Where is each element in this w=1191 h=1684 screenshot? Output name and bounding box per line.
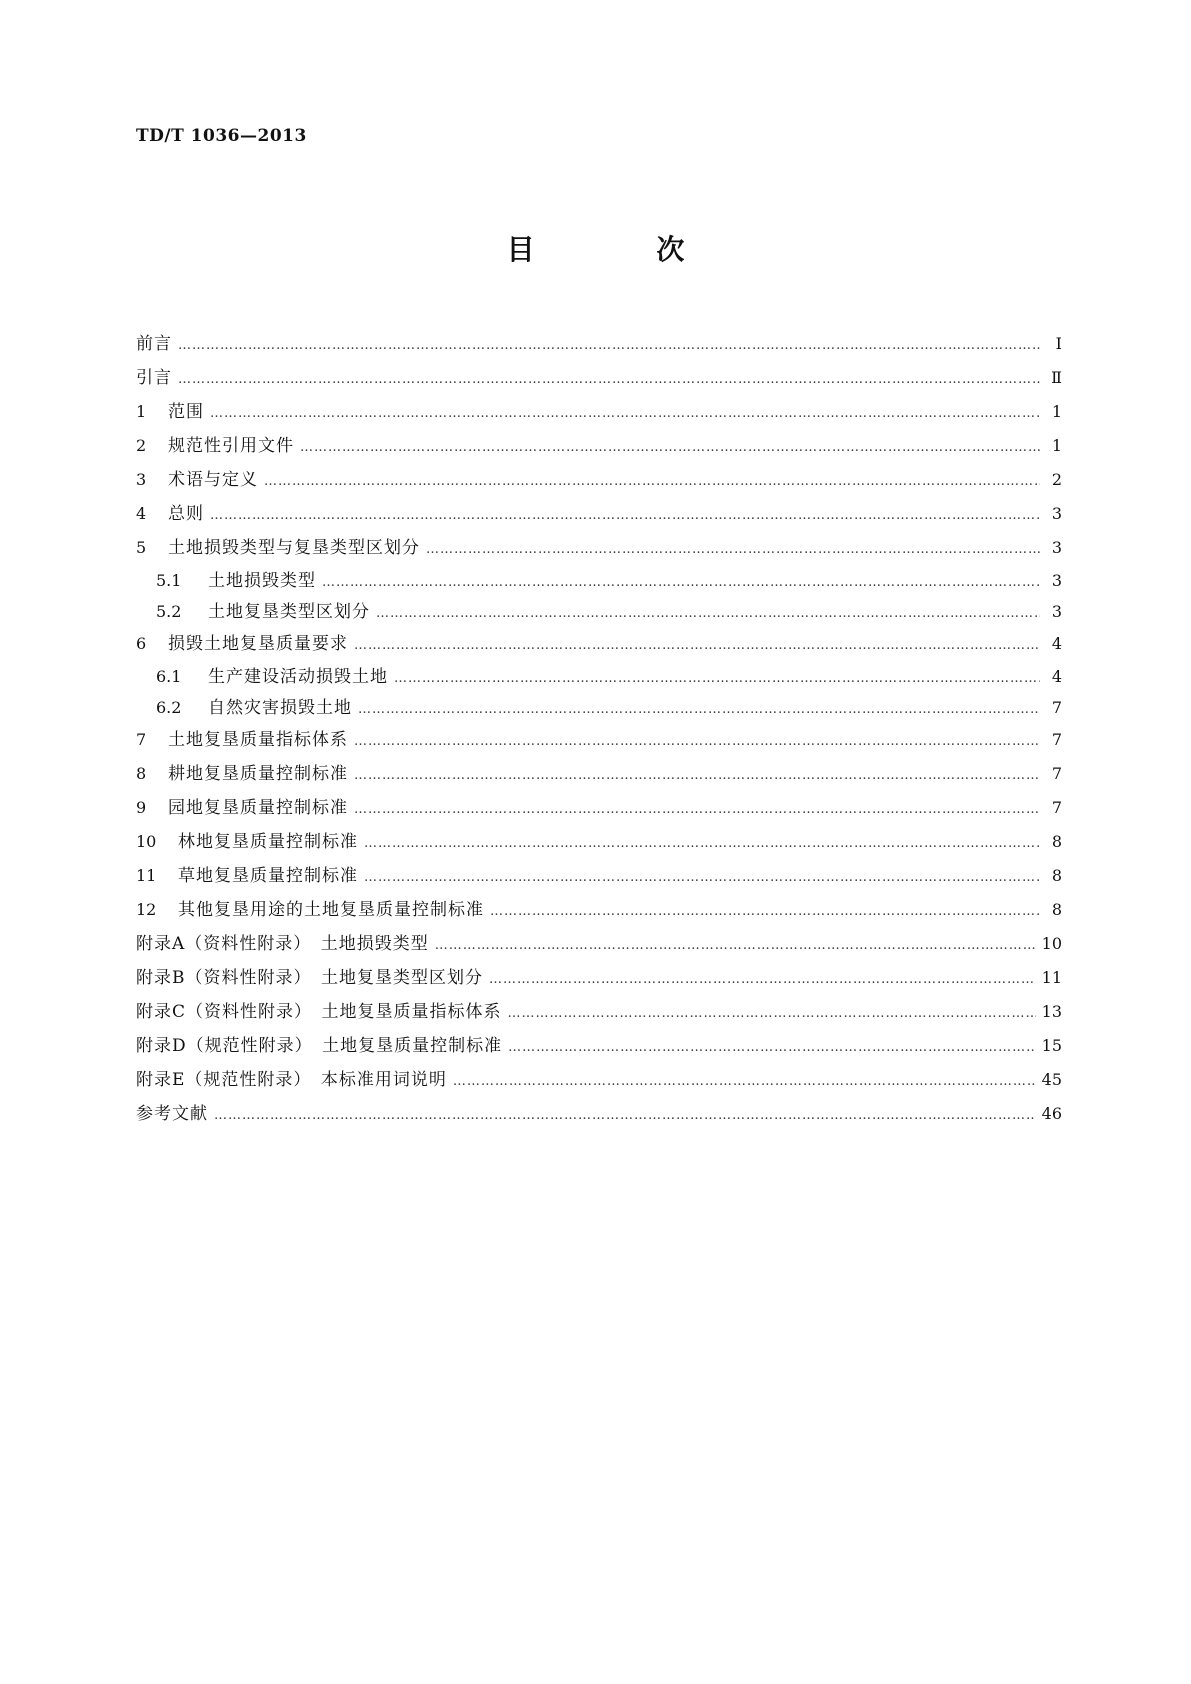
document-code: TD/T 1036—2013 [136,126,307,146]
dot-leader [358,694,1040,725]
dot-leader [490,895,1040,929]
toc-entry-label: 附录E（规范性附录） 本标准用词说明 [136,1070,447,1090]
dot-leader [508,997,1036,1031]
toc-entry-page: 11 [1041,968,1062,987]
dot-leader [364,827,1040,861]
dot-leader [264,465,1040,499]
toc-entry-page: 45 [1041,1070,1062,1089]
dot-leader [354,759,1040,793]
toc-entry-number: 6 [136,634,147,653]
toc-entry-label: 附录C（资料性附录） 土地复垦质量指标体系 [136,1002,502,1022]
toc-entry-number: 5 [136,538,147,557]
toc-entry-page: 1 [1051,436,1062,455]
toc-entry-number: 6.2 [156,698,182,717]
toc-entry-label: 附录A（资料性附录） 土地损毁类型 [136,934,429,954]
dot-leader [354,793,1040,827]
toc-entry[interactable] [136,961,1062,995]
toc-entry[interactable] [136,1097,1062,1131]
toc-entry-page: 7 [1051,798,1062,817]
toc-entry[interactable] [136,859,1062,893]
toc-entry-number: 4 [136,504,147,523]
toc-entry-page: 3 [1051,504,1062,523]
toc-entry[interactable] [136,825,1062,859]
toc-entry-number: 5.2 [156,602,182,621]
toc-entry[interactable] [136,327,1062,361]
toc-entry-label: 规范性引用文件 [168,436,294,456]
toc-entry-page: 15 [1041,1036,1062,1055]
dot-leader [178,329,1040,363]
toc-entry-number: 12 [136,900,157,919]
toc-entry[interactable] [136,1029,1062,1063]
toc-entry-number: 8 [136,764,147,783]
toc-entry[interactable] [136,497,1062,531]
toc-entry-label: 参考文献 [136,1104,208,1124]
toc-entry[interactable] [136,723,1062,757]
toc-entry-label: 损毁土地复垦质量要求 [168,634,348,654]
toc-entry[interactable] [136,627,1062,661]
toc-entry-number: 5.1 [156,571,182,590]
toc-entry-label: 土地复垦类型区划分 [208,602,370,622]
dot-leader [435,929,1036,963]
toc-entry-page: 1 [1051,402,1062,421]
toc-entry-number: 7 [136,730,147,749]
toc-entry-page: 13 [1041,1002,1062,1021]
dot-leader [210,499,1040,533]
page-title: 目 次 [506,233,741,266]
toc-entry-page: 2 [1051,470,1062,489]
dot-leader [376,598,1040,629]
toc-entry[interactable] [136,791,1062,825]
toc-entry[interactable] [136,995,1062,1029]
toc-entry-number: 3 [136,470,147,489]
toc-entry-label: 草地复垦质量控制标准 [178,866,358,886]
dot-leader [300,431,1040,465]
toc-entry[interactable] [136,757,1062,791]
toc-entry[interactable] [136,429,1062,463]
toc-entry-page: 4 [1051,667,1062,686]
toc-entry-label: 范围 [168,402,204,422]
toc-entry[interactable] [136,692,1062,723]
toc-entry-label: 土地损毁类型 [208,571,316,591]
toc-entry[interactable] [136,661,1062,692]
toc-entry-number: 11 [136,866,157,885]
toc-entry[interactable] [136,927,1062,961]
dot-leader [426,533,1040,567]
toc-entry-label: 耕地复垦质量控制标准 [168,764,348,784]
dot-leader [354,629,1040,663]
toc-entry-label: 生产建设活动损毁土地 [208,667,388,687]
toc-entry-label: 术语与定义 [168,470,258,490]
toc-entry-page: 7 [1051,730,1062,749]
dot-leader [210,397,1040,431]
toc-entry-number: 10 [136,832,157,851]
dot-leader [453,1065,1036,1099]
dot-leader [508,1031,1036,1065]
table-of-contents [136,327,1062,1131]
toc-entry[interactable] [136,531,1062,565]
toc-entry-page: 3 [1051,538,1062,557]
dot-leader [178,363,1040,397]
dot-leader [364,861,1040,895]
toc-entry-page: 46 [1041,1104,1062,1123]
dot-leader [354,725,1040,759]
toc-entry-page: 8 [1051,900,1062,919]
toc-entry-number: 9 [136,798,147,817]
toc-entry-label: 附录B（资料性附录） 土地复垦类型区划分 [136,968,483,988]
toc-entry-page: 8 [1051,866,1062,885]
toc-entry[interactable] [136,893,1062,927]
toc-entry-label: 园地复垦质量控制标准 [168,798,348,818]
dot-leader [322,567,1040,598]
toc-entry-number: 2 [136,436,147,455]
dot-leader [394,663,1040,694]
toc-entry-label: 其他复垦用途的土地复垦质量控制标准 [178,900,484,920]
toc-entry[interactable] [136,565,1062,596]
toc-entry[interactable] [136,596,1062,627]
toc-entry-page: 4 [1051,634,1062,653]
toc-entry-number: 6.1 [156,667,182,686]
toc-entry-page: Ⅰ [1055,334,1062,353]
toc-entry-label: 林地复垦质量控制标准 [178,832,358,852]
toc-entry-label: 土地复垦质量指标体系 [168,730,348,750]
toc-entry-label: 引言 [136,368,172,388]
toc-entry-page: 3 [1051,602,1062,621]
toc-entry-label: 土地损毁类型与复垦类型区划分 [168,538,420,558]
toc-entry-page: 10 [1041,934,1062,953]
toc-entry[interactable] [136,463,1062,497]
dot-leader [214,1099,1036,1133]
toc-entry-label: 附录D（规范性附录） 土地复垦质量控制标准 [136,1036,503,1056]
toc-entry[interactable] [136,361,1062,395]
toc-entry-page: Ⅱ [1051,368,1062,387]
toc-entry-page: 3 [1051,571,1062,590]
toc-entry-number: 1 [136,402,147,421]
toc-entry[interactable] [136,395,1062,429]
dot-leader [489,963,1036,997]
toc-entry-label: 前言 [136,334,172,354]
toc-entry-label: 自然灾害损毁土地 [208,698,352,718]
toc-entry-page: 7 [1051,764,1062,783]
toc-entry-page: 8 [1051,832,1062,851]
toc-entry-label: 总则 [168,504,204,524]
toc-entry[interactable] [136,1063,1062,1097]
toc-entry-page: 7 [1051,698,1062,717]
